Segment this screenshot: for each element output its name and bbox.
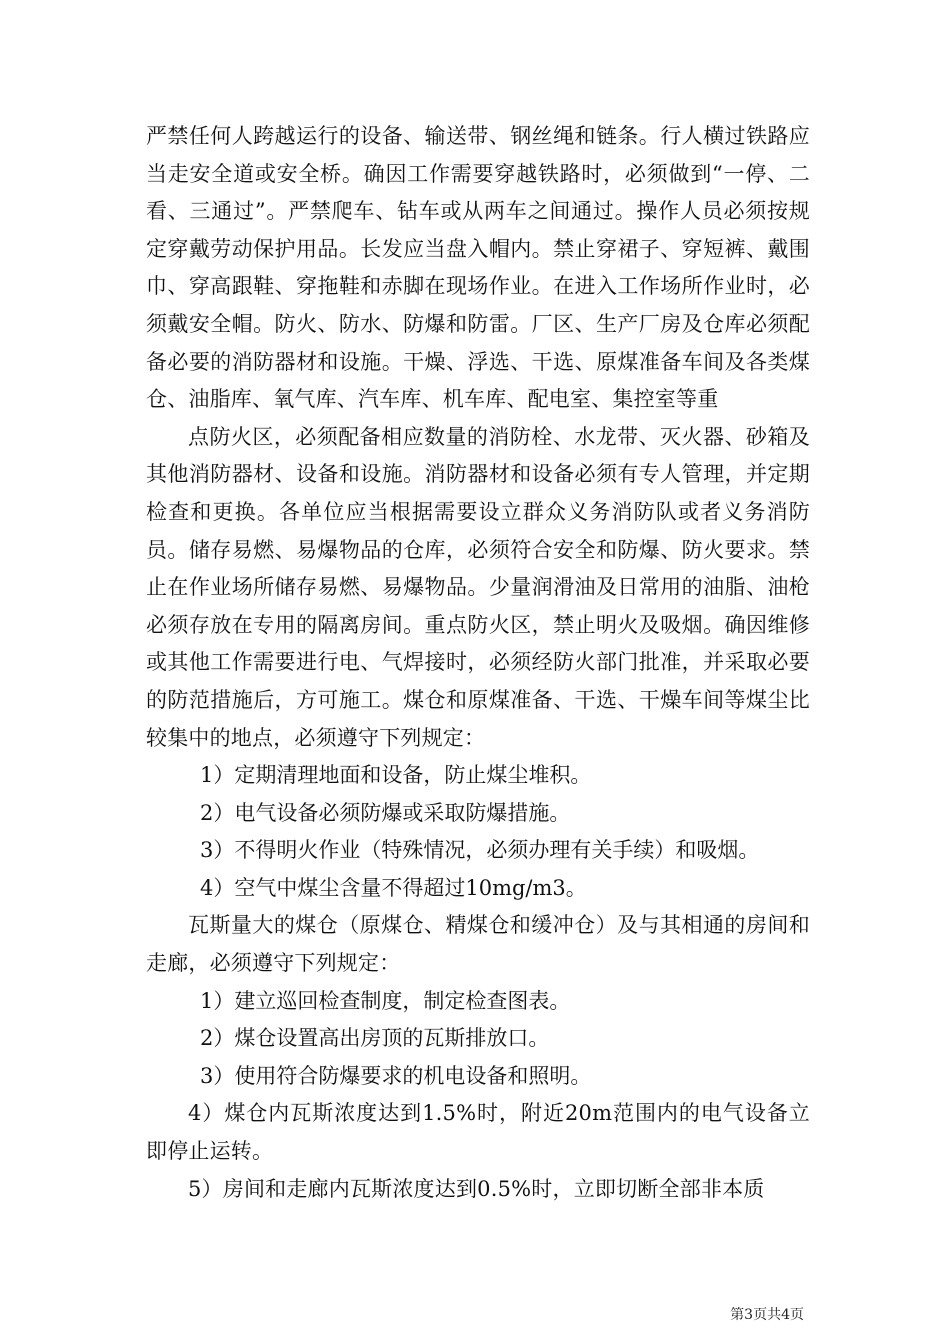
list2-item-3: 3）使用符合防爆要求的机电设备和照明。 — [200, 1063, 592, 1088]
list2-item-4: 4）煤仓内瓦斯浓度达到1.5%时，附近20m范围内的电气设备立即停止运转。 — [146, 1101, 810, 1164]
paragraph-2: 点防火区，必须配备相应数量的消防栓、水龙带、灭火器、砂箱及其他消防器材、设备和设施。消防器材和设备必须有专人管理，并定期检查和更换。各单位应当根据需要设立群众义务消防队或者义务消防员。储存易燃、易爆物品的仓库，必须符合安全和防爆、防火要求。禁止在作业场所储存易燃、易爆物品。少量润滑油及日常用的油脂、油枪必须存放在专用的隔离房间。重点防火区，禁止明火及吸烟。确因维修或其他工作需要进行电、气焊接时，必须经防火部门批准，并采取必要的防范措施后，方可施工。煤仓和原煤准备、干选、干燥车间等煤尘比较集中的地点，必须遵守下列规定： — [146, 424, 810, 750]
paragraph-1: 严禁任何人跨越运行的设备、输送带、钢丝绳和链条。行人横过铁路应当走安全道或安全桥。确因工作需要穿越铁路时，必须做到“一停、二看、三通过”。严禁爬车、钻车或从两车之间通过。操作人员必须按规定穿戴劳动保护用品。长发应当盘入帽内。禁止穿裙子、穿短裤、戴围巾、穿高跟鞋、穿拖鞋和赤脚在现场作业。在进入工作场所作业时，必须戴安全帽。防火、防水、防爆和防雷。厂区、生产厂房及仓库必须配备必要的消防器材和设施。干燥、浮选、干选、原煤准备车间及各类煤仓、油脂库、氧气库、汽车库、机车库、配电室、集控室等重 — [146, 124, 810, 412]
page-number: 第3页共4页 — [730, 1307, 804, 1323]
list2-item-1: 1）建立巡回检查制度，制定检查图表。 — [200, 988, 571, 1013]
list1-item-2: 2）电气设备必须防爆或采取防爆措施。 — [200, 800, 571, 825]
list2-item-5: 5）房间和走廊内瓦斯浓度达到0.5%时，立即切断全部非本质 — [188, 1176, 765, 1201]
list1-item-3: 3）不得明火作业（特殊情况，必须办理有关手续）和吸烟。 — [200, 838, 760, 863]
list2-item-2: 2）煤仓设置高出房顶的瓦斯排放口。 — [200, 1026, 550, 1051]
list1-item-4: 4）空气中煤尘含量不得超过10mg/m3。 — [200, 875, 587, 900]
document-body — [146, 118, 810, 1208]
list1-item-1: 1）定期清理地面和设备，防止煤尘堆积。 — [200, 763, 592, 788]
paragraph-3: 瓦斯量大的煤仓（原煤仓、精煤仓和缓冲仓）及与其相通的房间和走廊，必须遵守下列规定： — [146, 913, 810, 976]
